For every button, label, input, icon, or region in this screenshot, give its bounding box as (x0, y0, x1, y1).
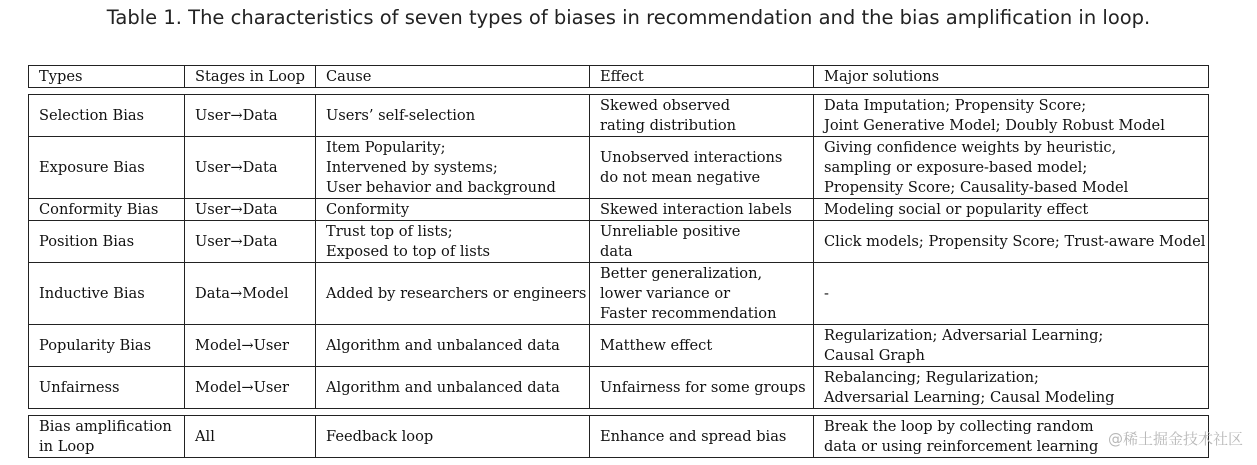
cell-solutions: Break the loop by collecting random data or using reinforcement learning (814, 416, 1209, 458)
cell-type: Unfairness (29, 367, 185, 409)
watermark: @稀土掘金技术社区 (1107, 430, 1243, 448)
cell-solutions: Giving confidence weights by heuristic, sampling or exposure-based model; Propensity Score; Causality-based Model (814, 137, 1209, 199)
cell-solutions: Rebalancing; Regularization; Adversarial Learning; Causal Modeling (814, 367, 1209, 409)
header-row (29, 66, 1209, 88)
cell-type: Exposure Bias (29, 137, 185, 199)
cell-type: Bias amplification in Loop (29, 416, 185, 458)
cell-stage: User→Data (185, 221, 316, 263)
table-row (29, 199, 1209, 221)
cell-stage: Model→User (185, 325, 316, 367)
table-row (29, 221, 1209, 263)
cell-type: Popularity Bias (29, 325, 185, 367)
table-row (29, 367, 1209, 409)
header-stages: Stages in Loop (185, 66, 316, 88)
header-solutions: Major solutions (814, 66, 1209, 88)
cell-effect: Skewed observed rating distribution (590, 95, 814, 137)
cell-stage: All (185, 416, 316, 458)
cell-type: Inductive Bias (29, 263, 185, 325)
cell-stage: User→Data (185, 95, 316, 137)
cell-cause: Item Popularity; Intervened by systems; User behavior and background (316, 137, 590, 199)
header-separator (29, 88, 1209, 95)
header-cause: Cause (316, 66, 590, 88)
cell-solutions: - (814, 263, 1209, 325)
cell-cause: Users’ self-selection (316, 95, 590, 137)
header-effect: Effect (590, 66, 814, 88)
cell-effect: Better generalization, lower variance or Faster recommendation (590, 263, 814, 325)
cell-effect: Enhance and spread bias (590, 416, 814, 458)
cell-solutions: Data Imputation; Propensity Score; Joint Generative Model; Doubly Robust Model (814, 95, 1209, 137)
cell-stage: Data→Model (185, 263, 316, 325)
table-body (29, 88, 1209, 458)
bias-table (28, 65, 1209, 458)
cell-type: Selection Bias (29, 95, 185, 137)
cell-cause: Added by researchers or engineers (316, 263, 590, 325)
cell-type: Conformity Bias (29, 199, 185, 221)
header-types: Types (29, 66, 185, 88)
table-row (29, 95, 1209, 137)
cell-solutions: Click models; Propensity Score; Trust-aware Model (814, 221, 1209, 263)
table-row (29, 325, 1209, 367)
cell-stage: User→Data (185, 137, 316, 199)
cell-cause: Feedback loop (316, 416, 590, 458)
cell-stage: User→Data (185, 199, 316, 221)
cell-effect: Matthew effect (590, 325, 814, 367)
cell-cause: Conformity (316, 199, 590, 221)
cell-cause: Trust top of lists; Exposed to top of lists (316, 221, 590, 263)
cell-cause: Algorithm and unbalanced data (316, 367, 590, 409)
cell-solutions: Regularization; Adversarial Learning; Causal Graph (814, 325, 1209, 367)
cell-cause: Algorithm and unbalanced data (316, 325, 590, 367)
table-row (29, 263, 1209, 325)
footer-separator (29, 409, 1209, 416)
cell-type: Position Bias (29, 221, 185, 263)
cell-effect: Unfairness for some groups (590, 367, 814, 409)
cell-solutions: Modeling social or popularity effect (814, 199, 1209, 221)
cell-effect: Unobserved interactions do not mean negative (590, 137, 814, 199)
table-row (29, 137, 1209, 199)
footer-row (29, 416, 1209, 458)
table-caption: Table 1. The characteristics of seven types of biases in recommendation and the bias amplification in loop. (106, 6, 1151, 29)
cell-stage: Model→User (185, 367, 316, 409)
cell-effect: Unreliable positive data (590, 221, 814, 263)
cell-effect: Skewed interaction labels (590, 199, 814, 221)
